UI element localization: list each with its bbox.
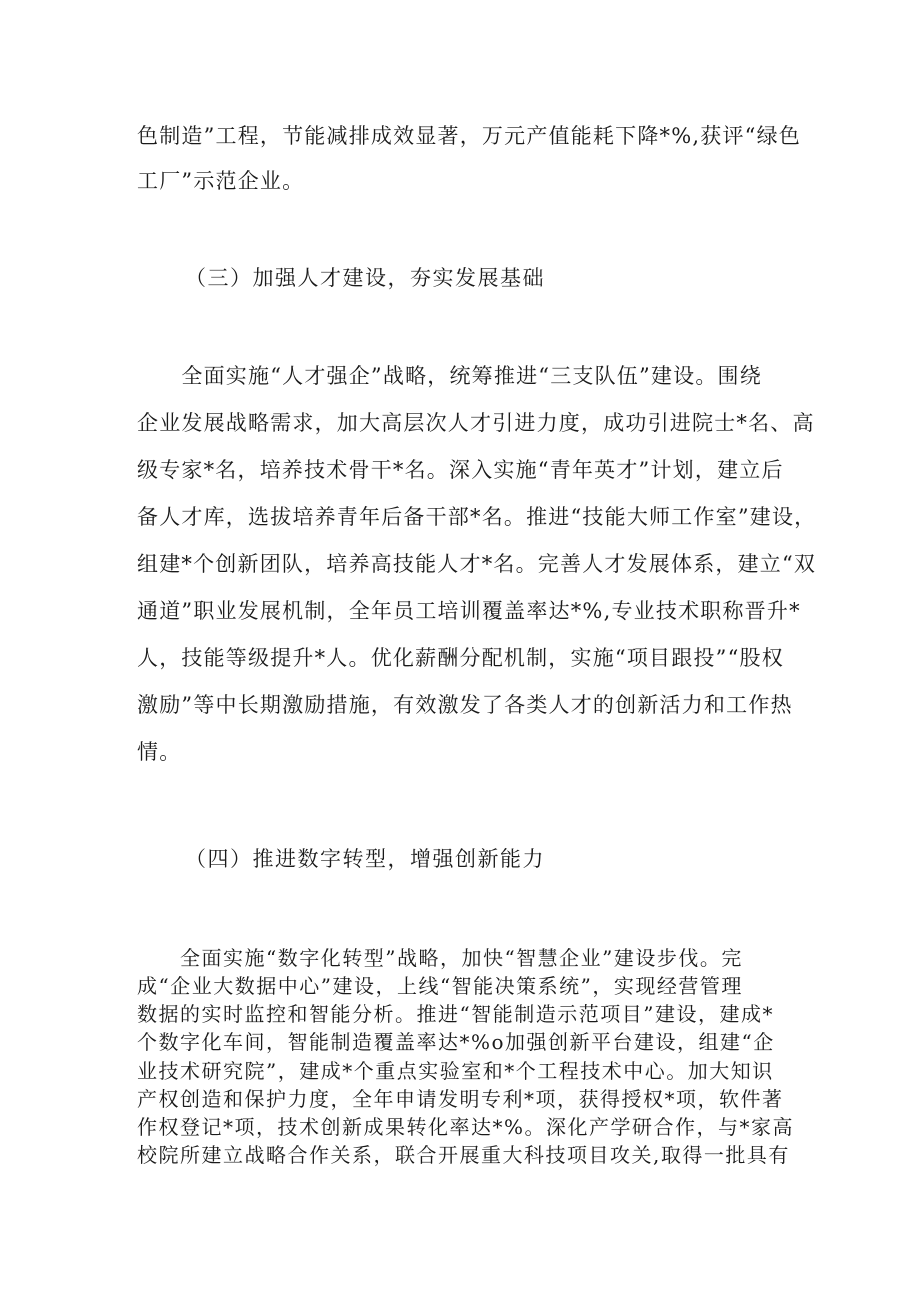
paragraph-line: 激励”等中长期激励措施，有效激发了各类人才的创新活力和工作热 — [137, 693, 793, 717]
paragraph-line: 人，技能等级提升*人。优化薪酬分配机制，实施“项目跟投”“股权 — [137, 646, 784, 670]
paragraph-line: 个数字化车间，智能制造覆盖率达*%o加强创新平台建设，组建“企 — [137, 1030, 775, 1054]
paragraph-line: 工厂”示范企业。 — [137, 169, 305, 193]
section-heading: （四）推进数字转型，增强创新能力 — [185, 847, 545, 871]
paragraph-line: 产权创造和保护力度，全年申请发明专利*项，获得授权*项，软件著 — [137, 1087, 784, 1111]
paragraph-line: 情。 — [137, 740, 182, 764]
paragraph-line: 成“企业大数据中心”建设，上线“智能决策系统”，实现经营管理 — [137, 974, 743, 998]
paragraph-line: 业技术研究院”，建成*个重点实验室和*个工程技术中心。加大知识 — [137, 1059, 774, 1083]
paragraph-line: 级专家*名，培养技术骨干*名。深入实施“青年英才”计划，建立后 — [137, 458, 784, 482]
paragraph-line: 全面实施“人才强企”战略，统筹推进“三支队伍”建设。围绕 — [137, 364, 762, 388]
paragraph-line: 校院所建立战略合作关系，联合开展重大科技项目攻关,取得一批具有 — [137, 1143, 790, 1167]
paragraph-line: 全面实施“数字化转型”战略，加快“智慧企业”建设步伐。完 — [137, 946, 743, 970]
paragraph-line: 数据的实时监控和智能分析。推进“智能制造示范项目”建设，建成* — [137, 1002, 774, 1026]
paragraph-line: 企业发展战略需求，加大高层次人才引进力度，成功引进院士*名、高 — [137, 411, 815, 435]
paragraph-line: 组建*个创新团队，培养高技能人才*名。完善人才发展体系，建立“双 — [137, 552, 817, 576]
paragraph-line: 作权登记*项，技术创新成果转化率达*%。深化产学研合作，与*家高 — [137, 1115, 795, 1139]
paragraph-line: 色制造”工程，节能减排成效显著，万元产值能耗下降*%,获评“绿色 — [137, 124, 801, 148]
paragraph-line: 通道”职业发展机制，全年员工培训覆盖率达*%,专业技术职称晋升* — [137, 599, 801, 623]
section-heading: （三）加强人才建设，夯实发展基础 — [185, 266, 545, 290]
paragraph-line: 备人才库，选拔培养青年后备干部*名。推进“技能大师工作室”建设， — [137, 505, 817, 529]
